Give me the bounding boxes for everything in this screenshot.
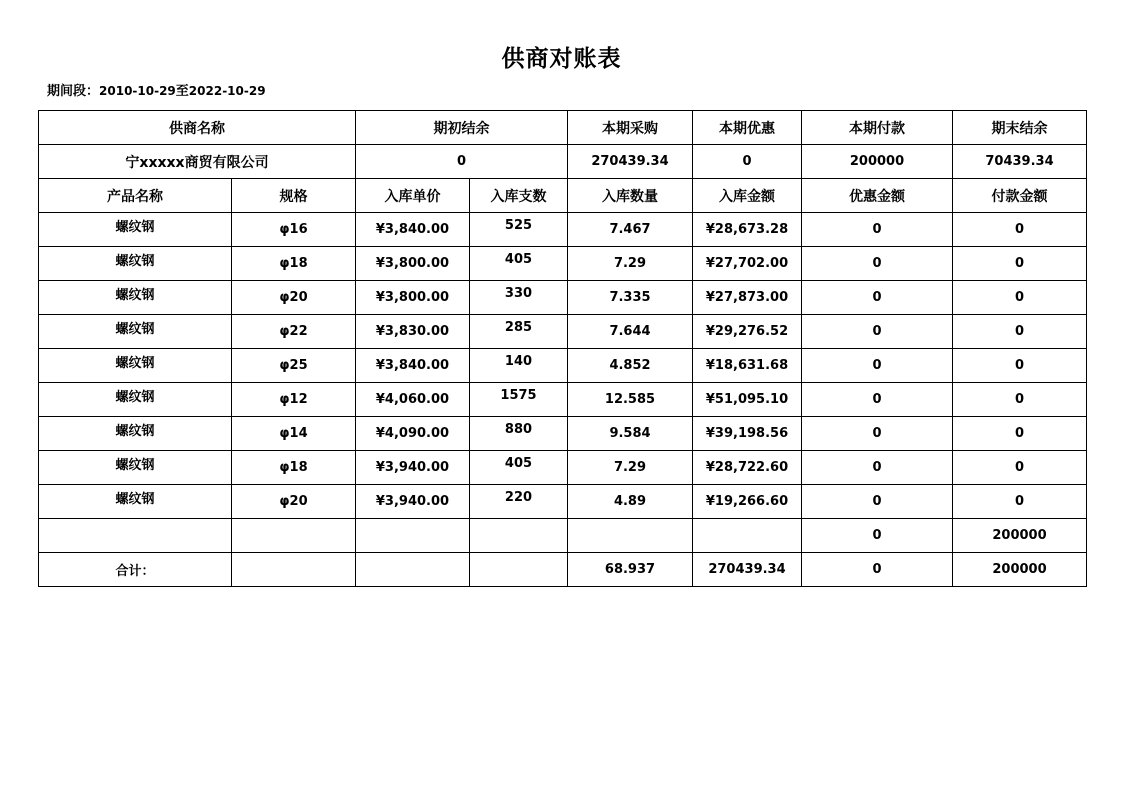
cell-product-text: 螺纹钢 <box>115 220 155 235</box>
cell-pieces-text: 880 <box>504 422 533 437</box>
payment-row <box>39 519 1087 553</box>
cell-amount: ¥27,702.00 <box>693 247 802 281</box>
supplier-discount: 0 <box>693 145 802 179</box>
table-row <box>39 383 1087 417</box>
header-pieces: 入库支数 <box>470 179 568 213</box>
cell-pieces <box>470 451 568 485</box>
cell-quantity: 4.852 <box>568 349 693 383</box>
cell-pieces <box>470 349 568 383</box>
cell-product-text: 螺纹钢 <box>115 254 155 269</box>
cell-quantity: 7.467 <box>568 213 693 247</box>
cell-unit-price: ¥4,060.00 <box>356 383 470 417</box>
cell-product-text: 螺纹钢 <box>115 356 155 371</box>
cell-pieces <box>470 247 568 281</box>
cell-discount-amount: 0 <box>802 383 953 417</box>
cell-pieces-text: 405 <box>504 456 533 471</box>
cell-product <box>39 485 232 519</box>
table-row <box>39 247 1087 281</box>
cell-quantity: 4.89 <box>568 485 693 519</box>
cell-unit-price: ¥3,800.00 <box>356 247 470 281</box>
cell-pieces <box>470 417 568 451</box>
table-row <box>39 349 1087 383</box>
cell-quantity: 7.335 <box>568 281 693 315</box>
cell-amount: ¥39,198.56 <box>693 417 802 451</box>
cell-payment-amount: 0 <box>953 485 1087 519</box>
cell-quantity: 7.644 <box>568 315 693 349</box>
period-label: 期间段： <box>47 84 100 99</box>
header-payment-amount: 付款金额 <box>953 179 1087 213</box>
cell-discount-amount: 0 <box>802 247 953 281</box>
empty-cell <box>470 519 568 553</box>
total-label: 合计： <box>39 553 232 587</box>
cell-payment-amount: 0 <box>953 315 1087 349</box>
cell-payment-amount: 0 <box>953 417 1087 451</box>
total-discount: 0 <box>802 553 953 587</box>
cell-product <box>39 213 232 247</box>
cell-payment-amount: 0 <box>953 383 1087 417</box>
cell-payment-amount: 0 <box>953 247 1087 281</box>
cell-unit-price: ¥3,940.00 <box>356 485 470 519</box>
cell-amount: ¥29,276.52 <box>693 315 802 349</box>
cell-discount-amount: 0 <box>802 315 953 349</box>
cell-pieces-text: 285 <box>504 320 533 335</box>
table-row <box>39 485 1087 519</box>
empty-cell <box>39 519 232 553</box>
header-spec: 规格 <box>232 179 356 213</box>
supplier-header-row <box>39 111 1087 145</box>
cell-amount: ¥28,673.28 <box>693 213 802 247</box>
cell-unit-price: ¥3,940.00 <box>356 451 470 485</box>
period-end: 2022-10-29 <box>188 84 266 98</box>
cell-discount-amount: 0 <box>802 485 953 519</box>
header-purchase: 本期采购 <box>568 111 693 145</box>
cell-quantity: 9.584 <box>568 417 693 451</box>
header-product: 产品名称 <box>39 179 232 213</box>
empty-cell <box>470 553 568 587</box>
cell-spec: φ16 <box>232 213 356 247</box>
table-row <box>39 315 1087 349</box>
header-amount: 入库金额 <box>693 179 802 213</box>
cell-product <box>39 281 232 315</box>
supplier-payment: 200000 <box>802 145 953 179</box>
cell-product-text: 螺纹钢 <box>115 288 155 303</box>
cell-amount: ¥28,722.60 <box>693 451 802 485</box>
cell-product <box>39 247 232 281</box>
cell-amount: ¥51,095.10 <box>693 383 802 417</box>
cell-payment-amount: 0 <box>953 281 1087 315</box>
cell-product-text: 螺纹钢 <box>115 492 155 507</box>
empty-cell <box>232 553 356 587</box>
table-row <box>39 213 1087 247</box>
cell-pieces-text: 140 <box>504 354 533 369</box>
cell-amount: ¥19,266.60 <box>693 485 802 519</box>
cell-pieces-text: 1575 <box>500 388 537 403</box>
cell-product-text: 螺纹钢 <box>115 390 155 405</box>
cell-discount-amount: 0 <box>802 451 953 485</box>
report-title: 供商对账表 <box>501 46 622 72</box>
header-discount-amount: 优惠金额 <box>802 179 953 213</box>
cell-spec: φ22 <box>232 315 356 349</box>
empty-cell <box>356 519 470 553</box>
supplier-name: 宁xxxxx商贸有限公司 <box>39 145 356 179</box>
header-closing-balance: 期末结余 <box>953 111 1087 145</box>
header-unit-price: 入库单价 <box>356 179 470 213</box>
empty-cell <box>232 519 356 553</box>
cell-spec: φ25 <box>232 349 356 383</box>
period-line <box>47 80 266 99</box>
cell-quantity: 12.585 <box>568 383 693 417</box>
cell-spec: φ18 <box>232 451 356 485</box>
table-row <box>39 281 1087 315</box>
cell-unit-price: ¥3,800.00 <box>356 281 470 315</box>
cell-unit-price: ¥3,840.00 <box>356 349 470 383</box>
supplier-closing-balance: 70439.34 <box>953 145 1087 179</box>
cell-discount-amount: 0 <box>802 417 953 451</box>
cell-product <box>39 451 232 485</box>
cell-product-text: 螺纹钢 <box>115 322 155 337</box>
cell-spec: φ14 <box>232 417 356 451</box>
cell-discount-amount: 0 <box>802 281 953 315</box>
cell-product <box>39 383 232 417</box>
total-payment: 200000 <box>953 553 1087 587</box>
table-row <box>39 451 1087 485</box>
total-row <box>39 553 1087 587</box>
cell-spec: φ20 <box>232 485 356 519</box>
cell-pieces <box>470 213 568 247</box>
cell-pieces <box>470 281 568 315</box>
supplier-purchase: 270439.34 <box>568 145 693 179</box>
period-start: 2010-10-29 <box>99 84 176 98</box>
header-opening-balance: 期初结余 <box>356 111 568 145</box>
cell-discount-amount: 0 <box>802 213 953 247</box>
cell-product <box>39 417 232 451</box>
detail-header-row <box>39 179 1087 213</box>
cell-product <box>39 315 232 349</box>
period-separator: 至 <box>175 84 189 99</box>
empty-cell <box>356 553 470 587</box>
cell-spec: φ12 <box>232 383 356 417</box>
cell-unit-price: ¥3,840.00 <box>356 213 470 247</box>
payment-row-discount: 0 <box>802 519 953 553</box>
cell-pieces <box>470 315 568 349</box>
cell-unit-price: ¥4,090.00 <box>356 417 470 451</box>
payment-row-payment: 200000 <box>953 519 1087 553</box>
cell-spec: φ18 <box>232 247 356 281</box>
cell-unit-price: ¥3,830.00 <box>356 315 470 349</box>
cell-quantity: 7.29 <box>568 247 693 281</box>
cell-payment-amount: 0 <box>953 451 1087 485</box>
cell-pieces-text: 525 <box>504 218 533 233</box>
cell-pieces <box>470 485 568 519</box>
cell-spec: φ20 <box>232 281 356 315</box>
reconciliation-table <box>38 110 1087 587</box>
cell-payment-amount: 0 <box>953 349 1087 383</box>
cell-product-text: 螺纹钢 <box>115 424 155 439</box>
header-quantity: 入库数量 <box>568 179 693 213</box>
cell-amount: ¥27,873.00 <box>693 281 802 315</box>
empty-cell <box>693 519 802 553</box>
supplier-opening-balance: 0 <box>356 145 568 179</box>
table-row <box>39 417 1087 451</box>
cell-pieces-text: 220 <box>504 490 533 505</box>
supplier-row <box>39 145 1087 179</box>
cell-product-text: 螺纹钢 <box>115 458 155 473</box>
total-amount: 270439.34 <box>693 553 802 587</box>
cell-pieces-text: 405 <box>504 252 533 267</box>
header-discount: 本期优惠 <box>693 111 802 145</box>
cell-payment-amount: 0 <box>953 213 1087 247</box>
header-payment: 本期付款 <box>802 111 953 145</box>
empty-cell <box>568 519 693 553</box>
header-supplier-name: 供商名称 <box>39 111 356 145</box>
cell-product <box>39 349 232 383</box>
cell-discount-amount: 0 <box>802 349 953 383</box>
cell-amount: ¥18,631.68 <box>693 349 802 383</box>
cell-pieces-text: 330 <box>504 286 533 301</box>
cell-quantity: 7.29 <box>568 451 693 485</box>
total-quantity: 68.937 <box>568 553 693 587</box>
cell-pieces <box>470 383 568 417</box>
